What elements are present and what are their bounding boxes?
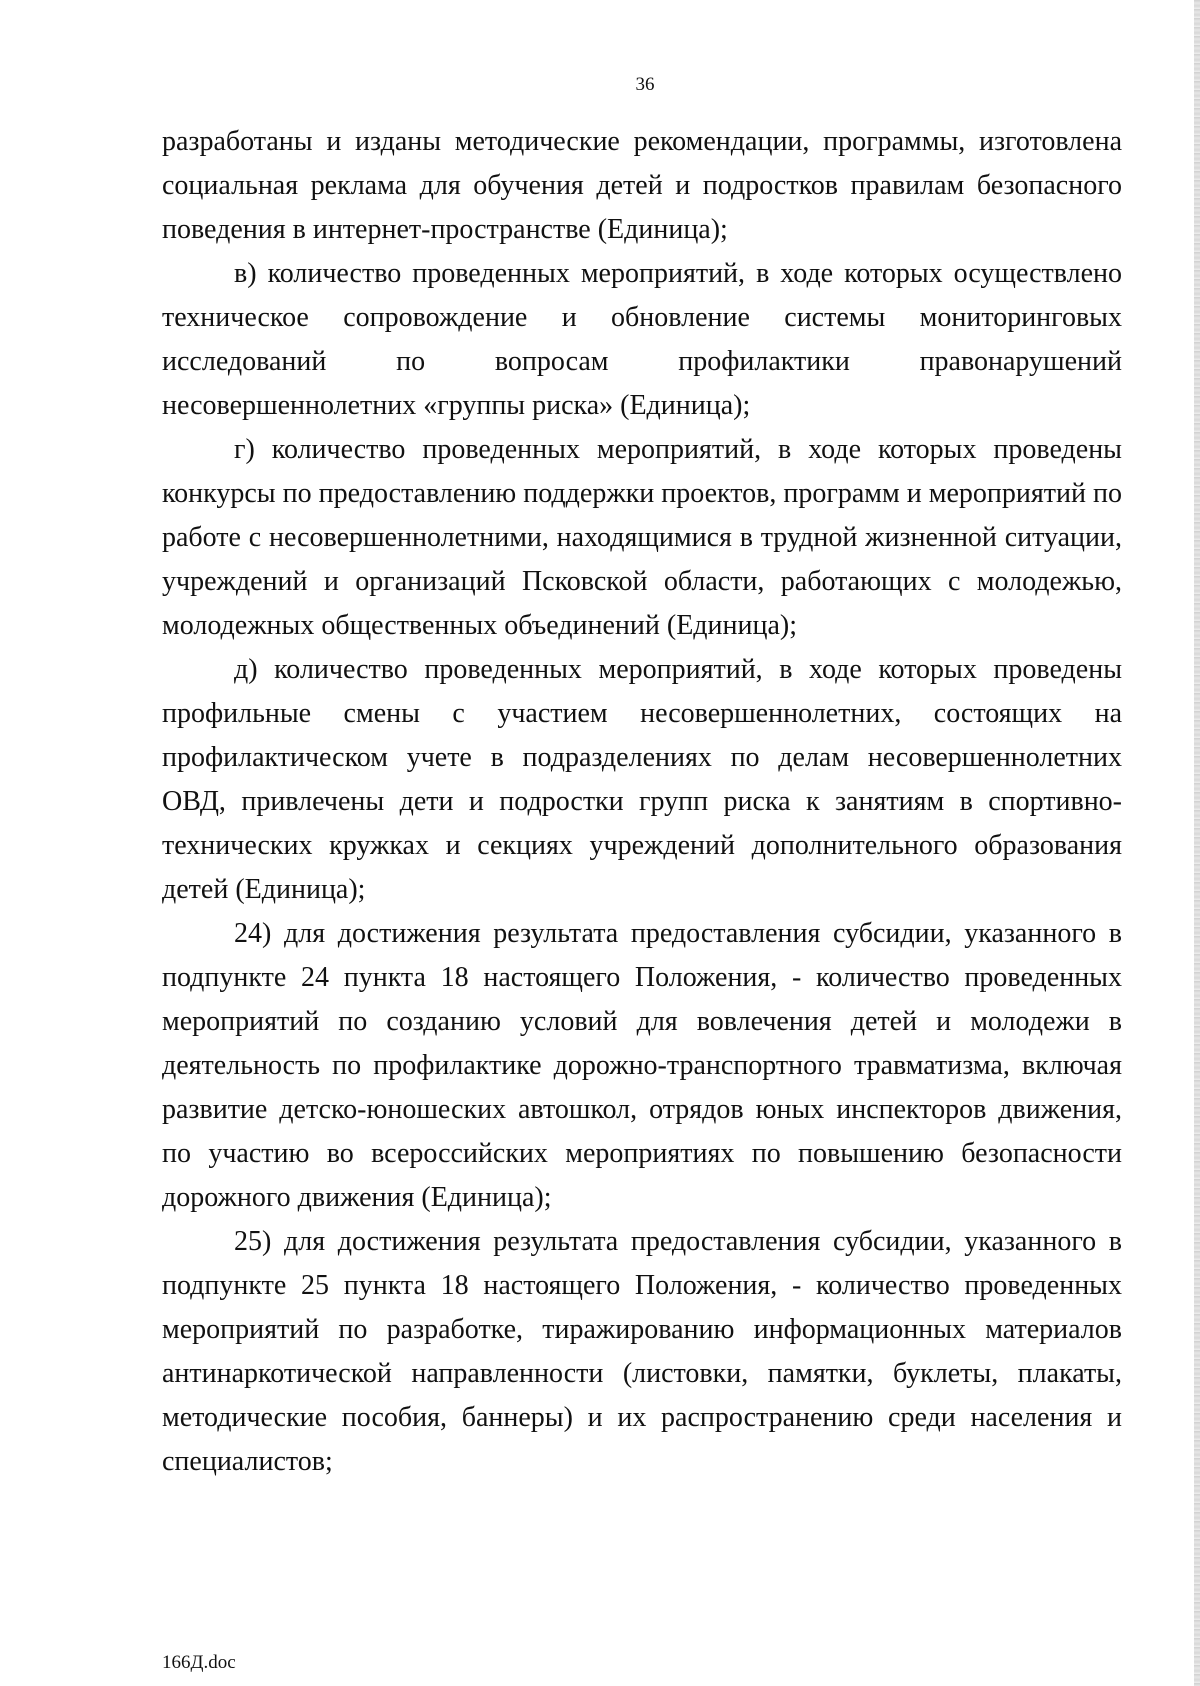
paragraph-item-25: 25) для достижения результата предоставления субсидии, указанного в подпункте 25 пункта 18 настоящего Положения, - количество проведенных мероприятий по разработке, тиражированию информационных материалов антинаркотической направленности (листовки, памятки, буклеты, плакаты, методические пособия, баннеры) и их распространению среди населения и специалистов; <box>162 1226 1122 1477</box>
page-number: 36 <box>635 74 655 95</box>
footer-file-name: 166Д.doc <box>162 1652 236 1673</box>
paragraph-item-v: в) количество проведенных мероприятий, в ходе которых осуществлено техническое сопровождение и обновление системы мониторинговых исследований по вопросам профилактики правонарушений несовершеннолетних «группы риска» (Единица); <box>162 258 1122 421</box>
paragraph-item-g: г) количество проведенных мероприятий, в ходе которых проведены конкурсы по предоставлению поддержки проектов, программ и мероприятий по работе с несовершеннолетними, находящимися в трудной жизненной ситуации, учреждений и организаций Псковской области, работающих с молодежью, молодежных общественных объединений (Единица); <box>162 434 1122 641</box>
paragraph-continuation: разработаны и изданы методические рекомендации, программы, изготовлена социальная реклама для обучения детей и подростков правилам безопасного поведения в интернет-пространстве (Единица); <box>162 126 1122 245</box>
paragraph-item-d: д) количество проведенных мероприятий, в ходе которых проведены профильные смены с участием несовершеннолетних, состоящих на профилактическом учете в подразделениях по делам несовершеннолетних ОВД, привлечены дети и подростки групп риска к занятиям в спортивно-технических кружках и секциях учреждений дополнительного образования детей (Единица); <box>162 654 1122 905</box>
scan-edge-texture <box>1194 0 1200 1686</box>
paragraph-item-24: 24) для достижения результата предоставления субсидии, указанного в подпункте 24 пункта 18 настоящего Положения, - количество проведенных мероприятий по созданию условий для вовлечения детей и молодежи в деятельность по профилактике дорожно-транспортного травматизма, включая развитие детско-юношеских автошкол, отрядов юных инспекторов движения, по участию во всероссийских мероприятиях по повышению безопасности дорожного движения (Единица); <box>162 918 1122 1213</box>
document-body <box>162 120 1122 1484</box>
